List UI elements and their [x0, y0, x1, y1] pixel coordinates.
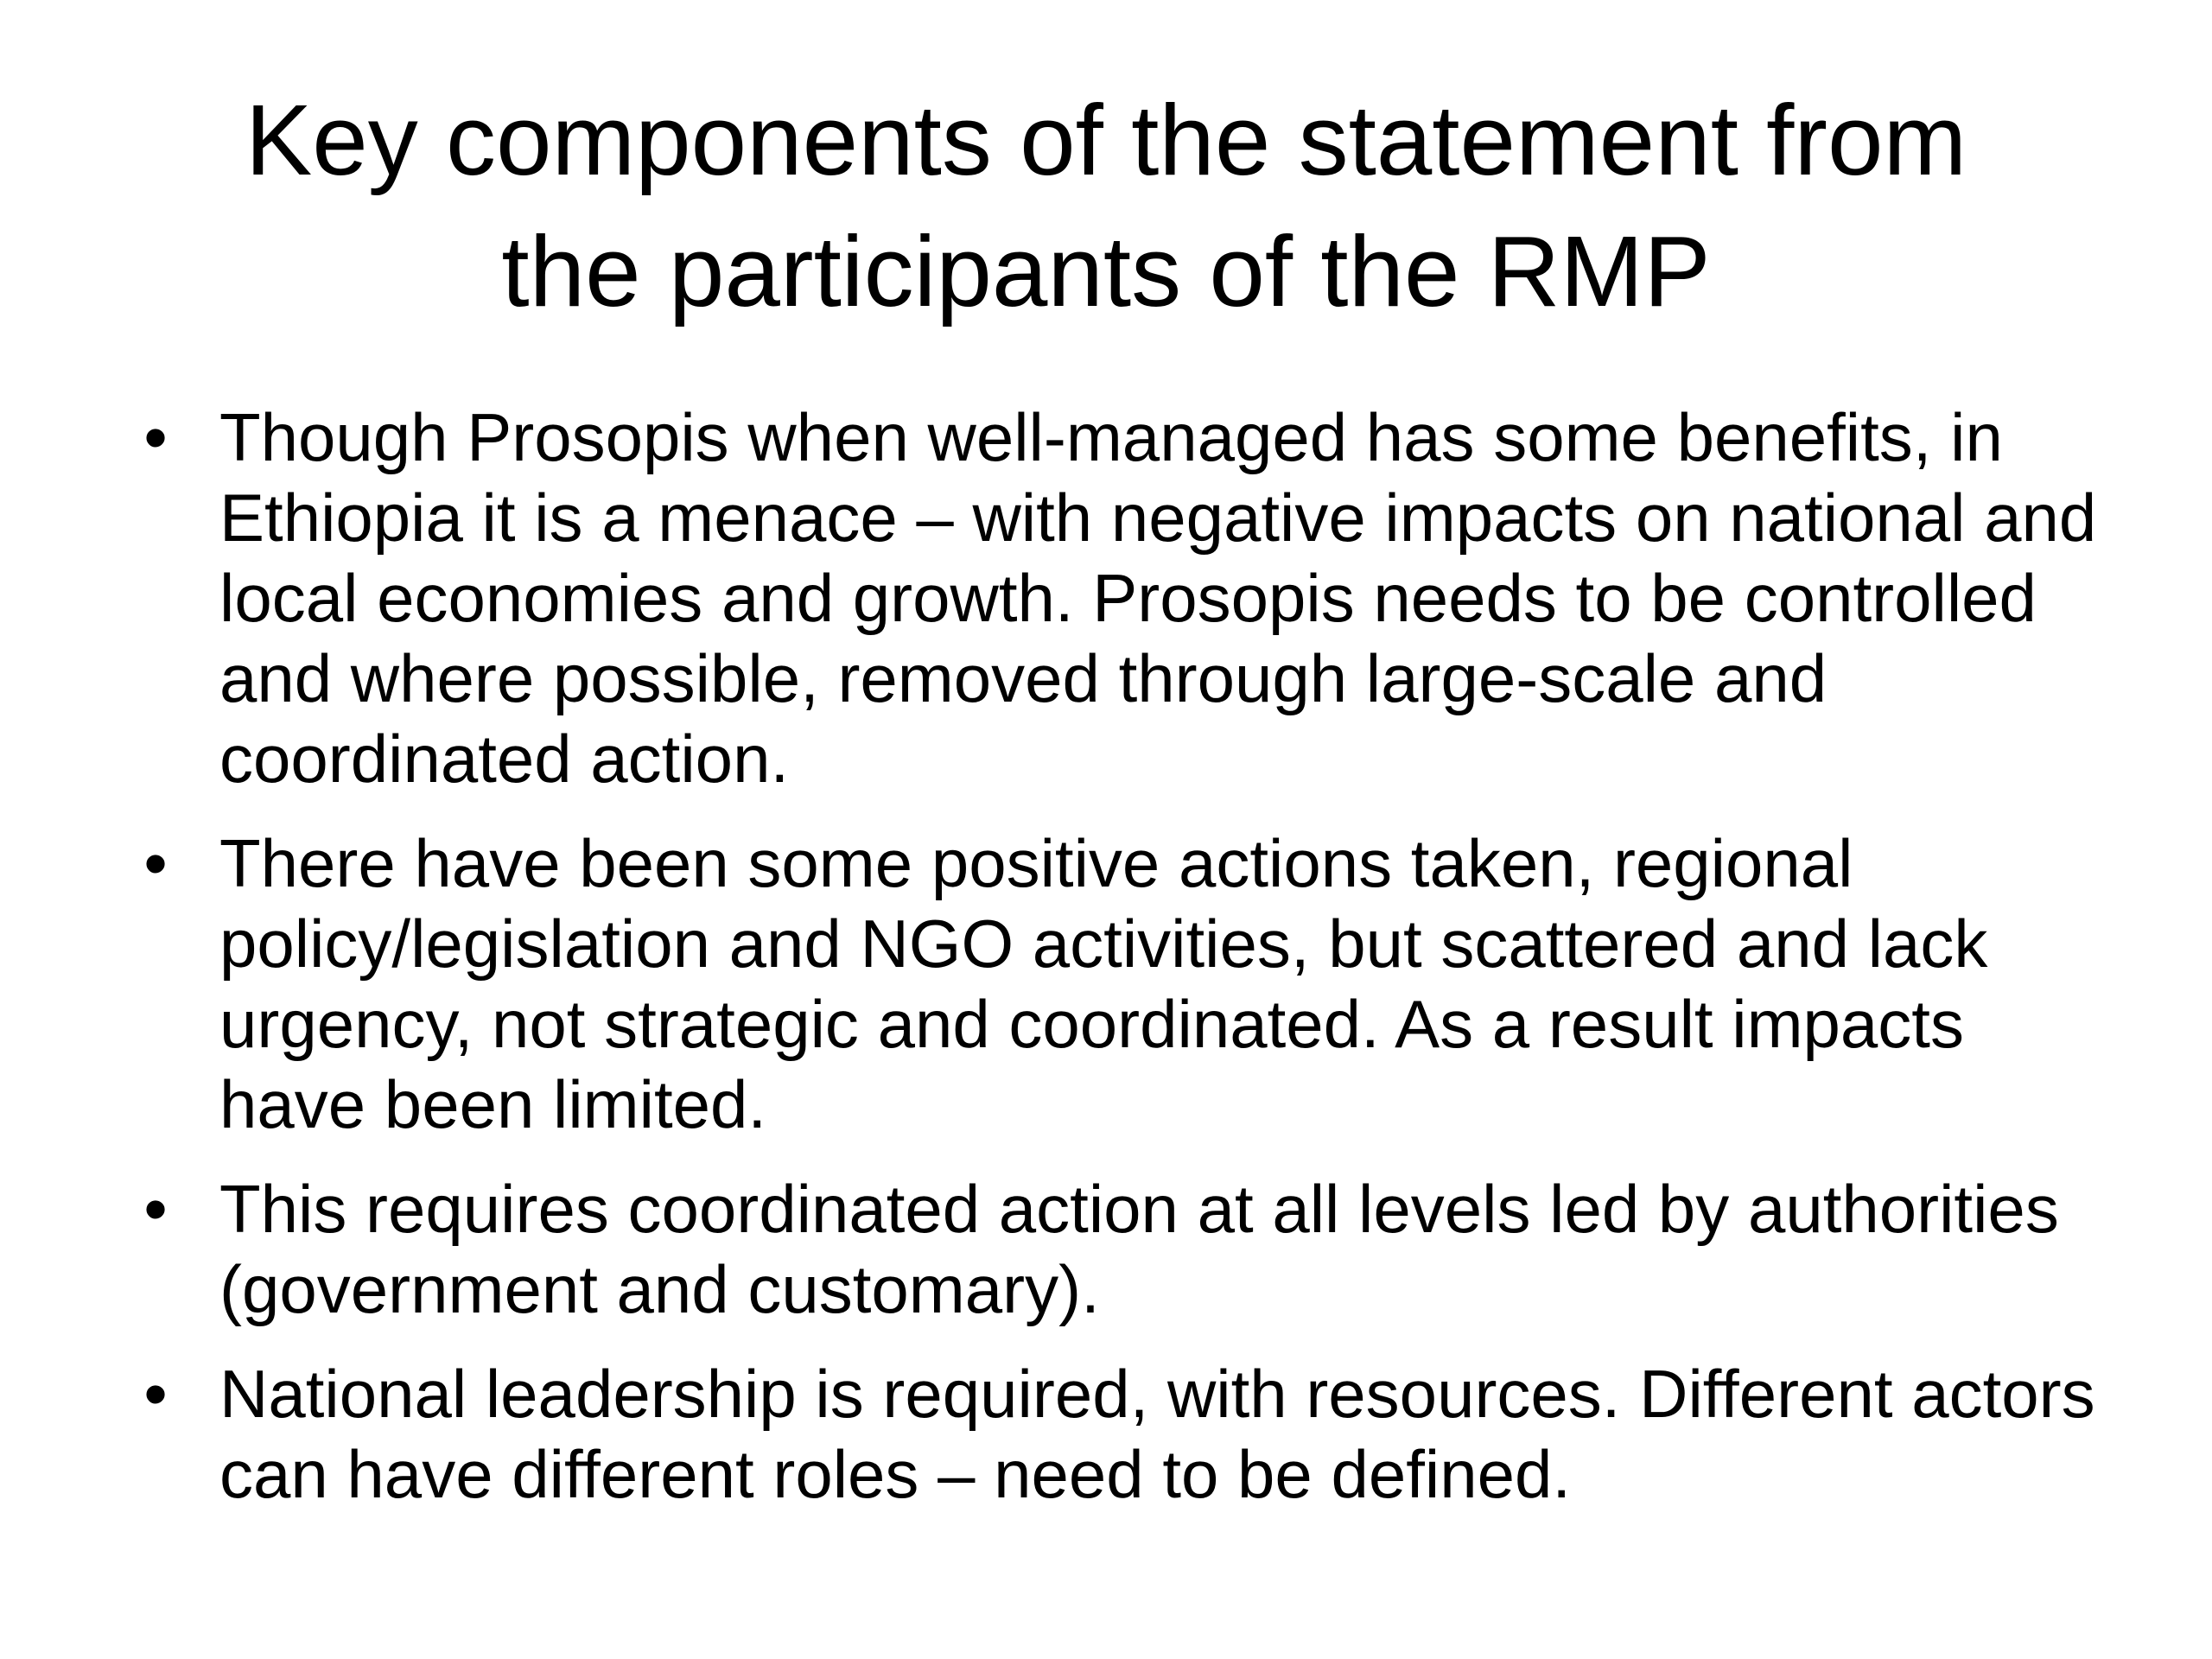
bullet-item: [130, 823, 2117, 1145]
bullet-text: There have been some positive actions taken, regional policy/legislation and NGO activities, but scattered and lack urgency, not strategic and coordinated. As a result impacts have been limited.: [219, 825, 1988, 1142]
bullet-text: Though Prosopis when well-managed has some benefits, in Ethiopia it is a menace – with negative impacts on national and local economies and growth. Prosopis needs to be controlled and where possible, removed through large-scale and coordinated action.: [219, 399, 2097, 797]
bullet-item: [130, 1169, 2117, 1330]
bullet-text: National leadership is required, with resources. Different actors can have different roles – need to be defined.: [219, 1356, 2095, 1512]
bullet-marker: •: [143, 1171, 168, 1247]
slide-title: Key components of the statement from the participants of the RMP: [245, 84, 1967, 327]
bullet-text: This requires coordinated action at all levels led by authorities (government and customary).: [219, 1171, 2059, 1327]
bullet-marker: •: [143, 1356, 168, 1432]
bullet-item: [130, 1354, 2117, 1515]
bullet-marker: •: [143, 399, 168, 475]
bullet-list: [130, 397, 2117, 1539]
bullet-item: [130, 397, 2117, 799]
bullet-marker: •: [143, 825, 168, 901]
